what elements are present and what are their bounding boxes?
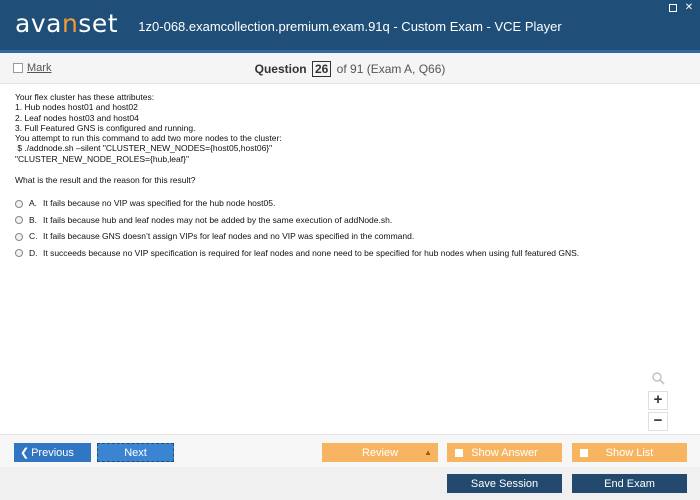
question-content bbox=[15, 92, 685, 261]
zoom-in-button[interactable]: + bbox=[648, 391, 668, 410]
option-a-radio[interactable] bbox=[15, 200, 23, 208]
option-d-radio[interactable] bbox=[15, 249, 23, 257]
end-exam-button[interactable]: End Exam bbox=[572, 474, 687, 493]
title-bar bbox=[0, 0, 700, 53]
stem-line: 1. Hub nodes host01 and host02 bbox=[15, 102, 138, 113]
next-button[interactable] bbox=[97, 443, 174, 462]
option-text: It succeeds because no VIP specification is required for leaf nodes and none need to be specified for hub nodes when using full featured GNS. bbox=[43, 247, 580, 258]
stem-line: 3. Full Featured GNS is configured and running. bbox=[15, 122, 196, 133]
window-title: 1z0-068.examcollection.premium.exam.91q - Custom Exam - VCE Player bbox=[138, 19, 562, 34]
option-letter: C. bbox=[29, 231, 38, 242]
question-counter bbox=[0, 61, 700, 77]
option-letter: D. bbox=[29, 247, 38, 258]
question-stem bbox=[15, 92, 685, 164]
option-a[interactable] bbox=[15, 195, 685, 212]
next-label: Next bbox=[124, 446, 147, 459]
close-window-icon[interactable]: ✕ bbox=[684, 2, 694, 13]
mark-label: Mark bbox=[27, 62, 52, 74]
option-b[interactable] bbox=[15, 212, 685, 229]
show-answer-checkbox[interactable] bbox=[455, 449, 463, 457]
review-button[interactable] bbox=[322, 443, 438, 462]
chevron-left-icon: ❮ bbox=[20, 447, 30, 459]
triangle-up-icon: ▲ bbox=[424, 448, 432, 457]
option-d[interactable] bbox=[15, 245, 685, 262]
option-letter: B. bbox=[29, 214, 38, 225]
option-text: It fails because GNS doesn’t assign VIPs for leaf nodes and no VIP was specified in the command. bbox=[43, 231, 415, 242]
session-bar bbox=[0, 467, 700, 500]
question-label: Question bbox=[254, 62, 307, 76]
stem-line: 2. Leaf nodes host03 and host04 bbox=[15, 112, 139, 123]
show-answer-label: Show Answer bbox=[471, 446, 538, 459]
option-text: It fails because hub and leaf nodes may not be added by the same execution of addNode.sh. bbox=[43, 214, 393, 225]
show-answer-button[interactable] bbox=[447, 443, 562, 462]
zoom-out-button[interactable]: − bbox=[648, 412, 668, 431]
save-session-button[interactable]: Save Session bbox=[447, 474, 562, 493]
previous-label: Previous bbox=[31, 446, 74, 459]
restore-window-icon[interactable] bbox=[669, 4, 677, 12]
question-number-input[interactable]: 26 bbox=[312, 61, 331, 77]
question-total: of 91 (Exam A, Q66) bbox=[336, 62, 446, 76]
stem-line: "CLUSTER_NEW_NODE_ROLES={hub,leaf}" bbox=[15, 153, 189, 164]
stem-line: $ ./addnode.sh –silent "CLUSTER_NEW_NODES={host05,host06}" bbox=[15, 143, 273, 154]
zoom-controls bbox=[648, 371, 668, 431]
question-bar bbox=[0, 53, 700, 84]
app-logo: avanset bbox=[15, 9, 119, 38]
option-text: It fails because no VIP was specified for the hub node host05. bbox=[43, 198, 276, 209]
stem-line: You attempt to run this command to add two more nodes to the cluster: bbox=[15, 133, 282, 144]
review-label: Review bbox=[361, 446, 399, 459]
option-b-radio[interactable] bbox=[15, 216, 23, 224]
answer-options bbox=[15, 195, 685, 261]
question-prompt: What is the result and the reason for this result? bbox=[15, 175, 196, 186]
option-c-radio[interactable] bbox=[15, 233, 23, 241]
previous-button[interactable] bbox=[14, 443, 91, 462]
show-list-checkbox[interactable] bbox=[580, 449, 588, 457]
show-list-label: Show List bbox=[605, 446, 654, 459]
search-icon[interactable] bbox=[648, 371, 668, 389]
window-controls bbox=[669, 3, 694, 13]
navigation-bar bbox=[0, 434, 700, 467]
option-letter: A. bbox=[29, 198, 38, 209]
show-list-button[interactable] bbox=[572, 443, 687, 462]
stem-line: Your flex cluster has these attributes: bbox=[15, 92, 155, 102]
option-c[interactable] bbox=[15, 228, 685, 245]
